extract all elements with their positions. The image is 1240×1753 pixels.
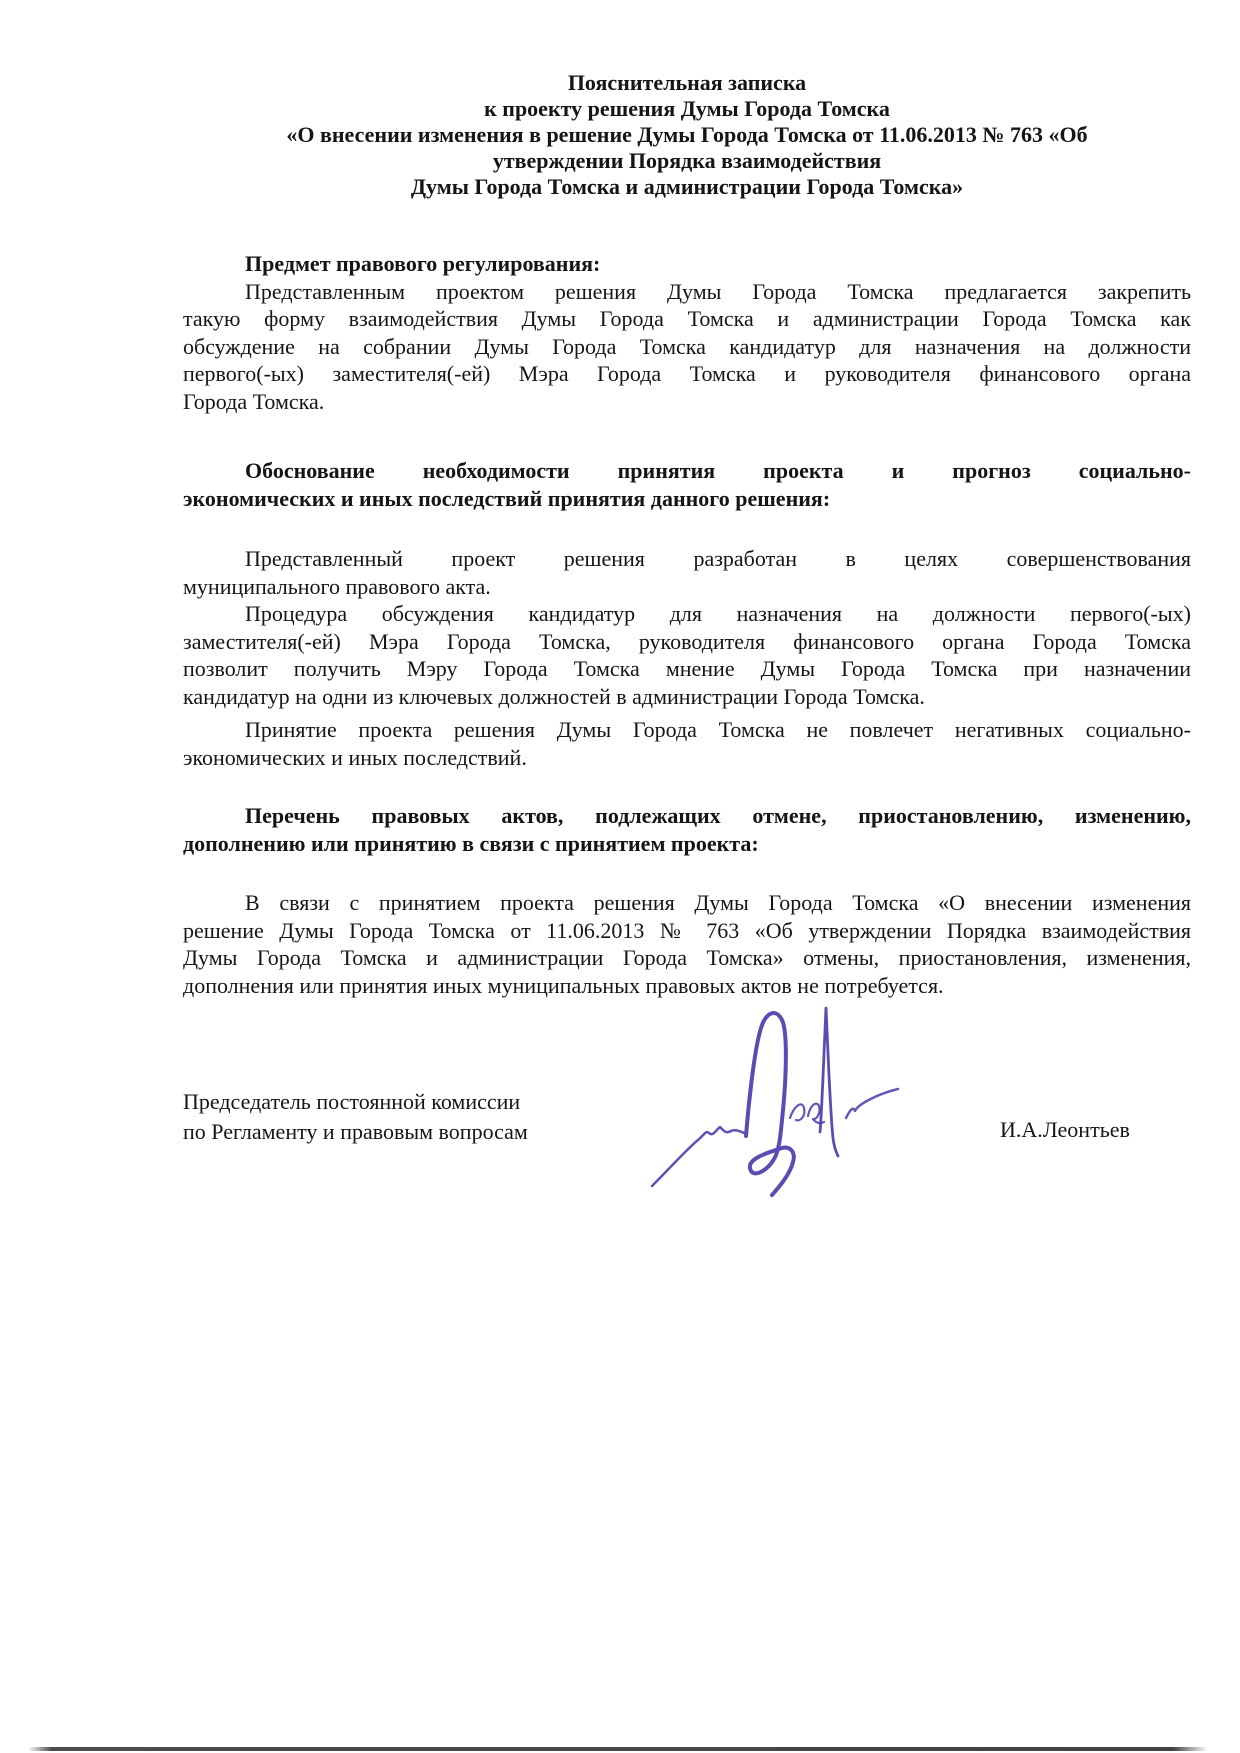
signature-stroke (746, 1013, 794, 1195)
paragraph-line: первого(-ых) заместителя(-ей) Мэра Города Томска и руководителя финансового органа (183, 361, 1191, 386)
paragraph-line: такую форму взаимодействия Думы Города Томска и администрации Города Томска как (183, 306, 1191, 331)
handwritten-signature (630, 990, 920, 1205)
heading-line: дополнению или принятию в связи с принятием проекта: (183, 830, 759, 856)
paragraph-line: Города Томска. (183, 388, 325, 414)
signature-stroke (846, 1089, 898, 1118)
paragraph-line: Представленный проект решения разработан в целях совершенствования (245, 546, 1191, 571)
paragraph-line: муниципального правового акта. (183, 573, 491, 599)
title-line: к проекту решения Думы Города Томска (484, 96, 890, 121)
section-heading-subject (183, 250, 1191, 278)
paragraph-line: обсуждение на собрании Думы Города Томска кандидатур для назначения на должности (183, 333, 1191, 359)
section-heading-acts-list (183, 802, 1191, 857)
paragraph-line: Представленным проектом решения Думы Города Томска предлагается закрепить (245, 278, 1191, 304)
signer-position-line: Председатель постоянной комиссии (183, 1089, 521, 1114)
signer-name: И.А.Леонтьев (1000, 1117, 1130, 1142)
heading-line: Обоснование необходимости принятия проекта и прогноз социально- (245, 458, 1191, 483)
paragraph-line: Принятие проекта решения Думы Города Томска не повлечет негативных социально- (245, 717, 1191, 742)
document-title (183, 70, 1191, 200)
paragraph-line: дополнения или принятия иных муниципальных правовых актов не потребуется. (183, 972, 944, 998)
paragraph-line: Думы Города Томска и администрации Города Томска» отмены, приостановления, изменения, (183, 945, 1191, 970)
document-content (183, 70, 1191, 1147)
signature-stroke (790, 1104, 824, 1123)
title-line: утверждении Порядка взаимодействия (492, 148, 882, 173)
heading-line: экономических и иных последствий принятия данного решения: (183, 485, 831, 511)
paragraph-line: позволит получить Мэру Города Томска мнение Думы Города Томска при назначении (183, 656, 1191, 681)
section-heading-justification (183, 457, 1191, 512)
signature-stroke (652, 1127, 744, 1186)
title-line: Пояснительная записка (567, 70, 807, 95)
paragraph (183, 600, 1191, 710)
paragraph-line: кандидатур на одни из ключевых должностей в администрации Города Томска. (183, 683, 925, 709)
paragraph (183, 716, 1191, 771)
title-line: Думы Города Томска и администрации Города Томска» (410, 174, 964, 199)
paragraph (183, 278, 1191, 416)
paragraph (183, 545, 1191, 600)
heading-line: Перечень правовых актов, подлежащих отмене, приостановлению, изменению, (245, 803, 1191, 828)
paragraph-line: экономических и иных последствий. (183, 744, 527, 770)
scan-edge-artifact (28, 1747, 1208, 1751)
paragraph-line: В связи с принятием проекта решения Думы Города Томска «О внесении изменения (245, 890, 1191, 915)
signer-position-line: по Регламенту и правовым вопросам (183, 1119, 528, 1144)
title-line: «О внесении изменения в решение Думы Города Томска от 11.06.2013 № 763 «Об (286, 122, 1088, 147)
paragraph-line: решение Думы Города Томска от 11.06.2013 № 763 «Об утверждении Порядка взаимодействия (183, 917, 1191, 943)
paragraph (183, 889, 1191, 999)
paragraph-line: заместителя(-ей) Мэра Города Томска, руководителя финансового органа Города Томска (183, 628, 1191, 654)
heading-line: Предмет правового регулирования: (245, 251, 601, 276)
paragraph-line: Процедура обсуждения кандидатур для назначения на должности первого(-ых) (245, 601, 1191, 626)
signature-stroke (820, 1008, 838, 1156)
